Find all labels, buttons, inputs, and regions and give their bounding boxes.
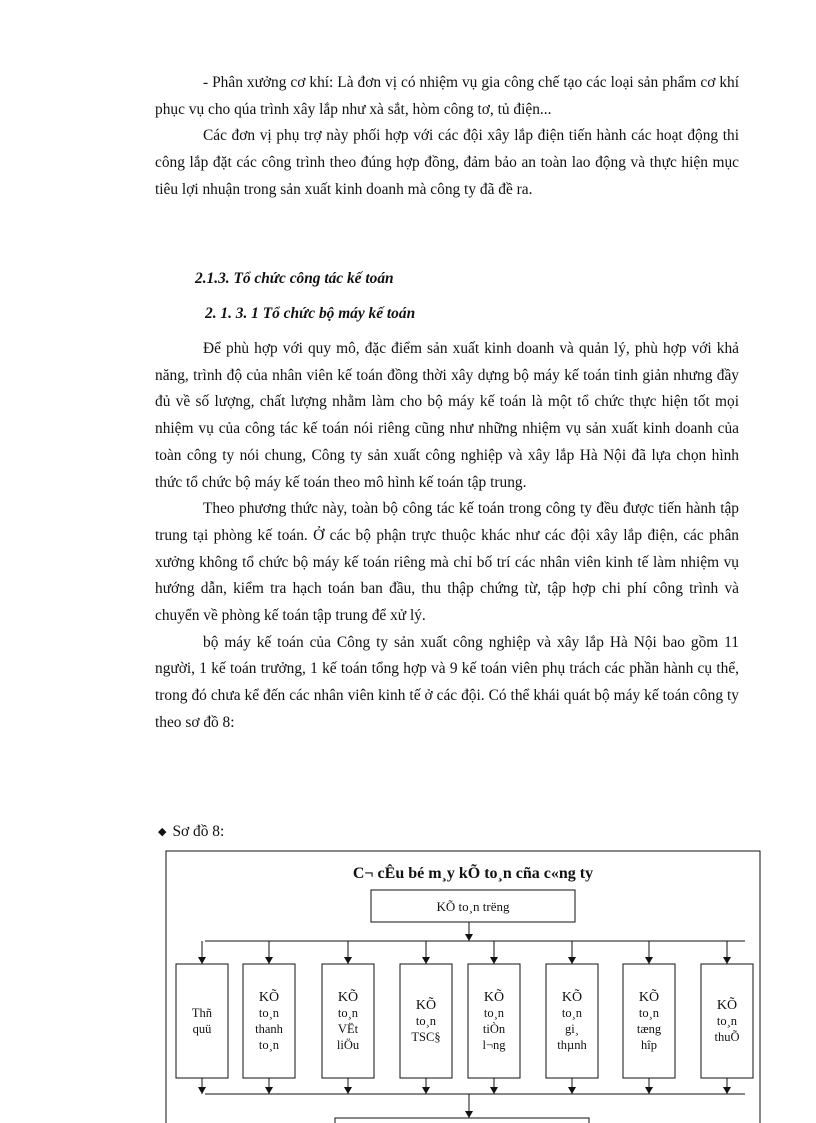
arrow-down-icon xyxy=(723,1087,731,1094)
department-box-label: VËt xyxy=(337,1022,359,1036)
section-heading: 2.1.3. Tổ chức công tác kế toán xyxy=(195,270,394,287)
department-box-label: KÕ xyxy=(415,998,437,1013)
arrow-down-icon xyxy=(265,1087,273,1094)
arrow-down-icon xyxy=(645,957,653,964)
department-box-label: hîp xyxy=(641,1038,657,1052)
department-box-frame xyxy=(243,964,295,1078)
arrow-down-icon xyxy=(198,1087,206,1094)
arrow-down-icon xyxy=(465,934,473,941)
arrow-down-icon xyxy=(490,1087,498,1094)
diagram-frame xyxy=(166,851,760,1123)
department-box-frame xyxy=(322,964,374,1078)
arrow-down-icon xyxy=(568,957,576,964)
department-box-frame xyxy=(176,964,228,1078)
paragraph: - Phân xưởng cơ khí: Là đơn vị có nhiệm vụ gia công chế tạo các loại sản phẩm cơ khí phục vụ cho qúa trình xây lắp như xà sắt, hòm công tơ, tủ điện... xyxy=(155,74,739,118)
department-box-label: tiÒn xyxy=(482,1022,506,1036)
department-box xyxy=(623,941,675,1094)
arrow-down-icon xyxy=(422,957,430,964)
department-box-label: thµnh xyxy=(557,1038,587,1052)
department-box-label: to¸n xyxy=(638,1006,660,1020)
department-box-label: gi¸ xyxy=(565,1022,579,1036)
department-box xyxy=(400,941,452,1094)
paragraph: Để phù hợp với quy mô, đặc điểm sản xuất kinh doanh và quản lý, phù hợp với khả năng, trình độ của nhân viên kế toán đồng thời xây dựng bộ máy kế toán tinh giản nhưng đầy đủ về số lượng, chất lượng nhằm làm cho bộ máy kế toán là một tổ chức thực hiện tốt mọi nhiệm vụ của công tác kế toán nói riêng cũng như những nhiệm vụ sản xuất kinh doanh của toàn công ty nói chung, Công ty sản xuất công nghiệp và xây lắp Hà Nội đã lựa chọn hình thức tổ chức bộ máy kế toán theo mô hình kế toán tập trung. xyxy=(155,340,739,491)
department-box-label: to¸n xyxy=(415,1014,437,1028)
department-box-frame xyxy=(623,964,675,1078)
department-box-label: quü xyxy=(192,1022,212,1036)
department-box-label: liÖu xyxy=(336,1038,360,1052)
arrow-down-icon xyxy=(344,957,352,964)
department-box xyxy=(243,941,295,1094)
diamond-bullet-icon: ◆ xyxy=(158,826,167,838)
department-box-label: to¸n xyxy=(716,1014,738,1028)
department-box-label: tæng xyxy=(636,1022,662,1036)
bottom-box xyxy=(335,1118,589,1123)
department-box-label: to¸n xyxy=(483,1006,505,1020)
diagram-label-text: Sơ đồ 8: xyxy=(172,823,225,840)
department-boxes xyxy=(176,941,753,1094)
paragraph: Theo phương thức này, toàn bộ công tác kế toán trong công ty đều được tiến hành tập trung tại phòng kế toán. Ở các bộ phận trực thuộc khác như các đội xây lắp điện, các phân xưởng không tổ chức bộ máy kế toán riêng mà chỉ bố trí các nhân viên kinh tế làm nhiệm vụ hướng dẫn, kiểm tra hạch toán ban đầu, thu thập chứng từ, tập hợp chi phí công trình và chuyển về phòng kế toán tập trung để xử lý. xyxy=(155,500,739,625)
arrow-down-icon xyxy=(723,957,731,964)
department-box-frame xyxy=(468,964,520,1078)
paragraph: bộ máy kế toán của Công ty sản xuất công nghiệp và xây lắp Hà Nội bao gồm 11 người, 1 kế toán trưởng, 1 kế toán tổng hợp và 9 kế toán viên phụ trách các phần hành cụ thể, trong đó chưa kể đến các nhân viên kinh tế ở các đội. Có thể khái quát bộ máy kế toán công ty theo sơ đồ 8: xyxy=(155,633,739,731)
department-box-label: to¸n xyxy=(561,1006,583,1020)
diagram-title: C¬ cÊu bé m¸y kÕ to¸n cña c«ng ty xyxy=(352,865,594,882)
department-box xyxy=(546,941,598,1094)
department-box xyxy=(468,941,520,1094)
department-box-label: KÕ xyxy=(561,990,583,1005)
chief-accountant-label: KÕ to¸n trëng xyxy=(436,899,510,914)
arrow-down-icon xyxy=(465,1111,473,1118)
department-box-label: KÕ xyxy=(337,990,359,1005)
arrow-down-icon xyxy=(265,957,273,964)
department-box-label: KÕ xyxy=(258,990,280,1005)
department-box-label: KÕ xyxy=(483,990,505,1005)
department-box-label: l¬ng xyxy=(482,1038,506,1052)
department-box-label: TSC§ xyxy=(411,1030,441,1044)
arrow-down-icon xyxy=(344,1087,352,1094)
department-box-frame xyxy=(546,964,598,1078)
paragraph: Các đơn vị phụ trợ này phối hợp với các đội xây lắp điện tiến hành các hoạt động thi công lắp đặt các công trình theo đúng hợp đồng, đảm bảo an toàn lao động và thực hiện mục tiêu lợi nhuận trong sản xuất kinh doanh mà công ty đã đề ra. xyxy=(155,127,739,198)
department-box-label: thanh xyxy=(255,1022,283,1036)
department-box-label: to¸n xyxy=(258,1006,280,1020)
arrow-down-icon xyxy=(568,1087,576,1094)
department-box xyxy=(176,941,228,1094)
department-box-label: Thñ xyxy=(191,1006,213,1020)
department-box-label: KÕ xyxy=(716,998,738,1013)
department-box-label: to¸n xyxy=(258,1038,280,1052)
arrow-down-icon xyxy=(198,957,206,964)
section-subheading: 2. 1. 3. 1 Tổ chức bộ máy kế toán xyxy=(205,305,416,322)
arrow-down-icon xyxy=(490,957,498,964)
department-box xyxy=(322,941,374,1094)
arrow-down-icon xyxy=(645,1087,653,1094)
department-box xyxy=(701,941,753,1094)
department-box-label: to¸n xyxy=(337,1006,359,1020)
department-box-label: KÕ xyxy=(638,990,660,1005)
arrow-down-icon xyxy=(422,1087,430,1094)
department-box-label: thuÕ xyxy=(714,1030,740,1044)
